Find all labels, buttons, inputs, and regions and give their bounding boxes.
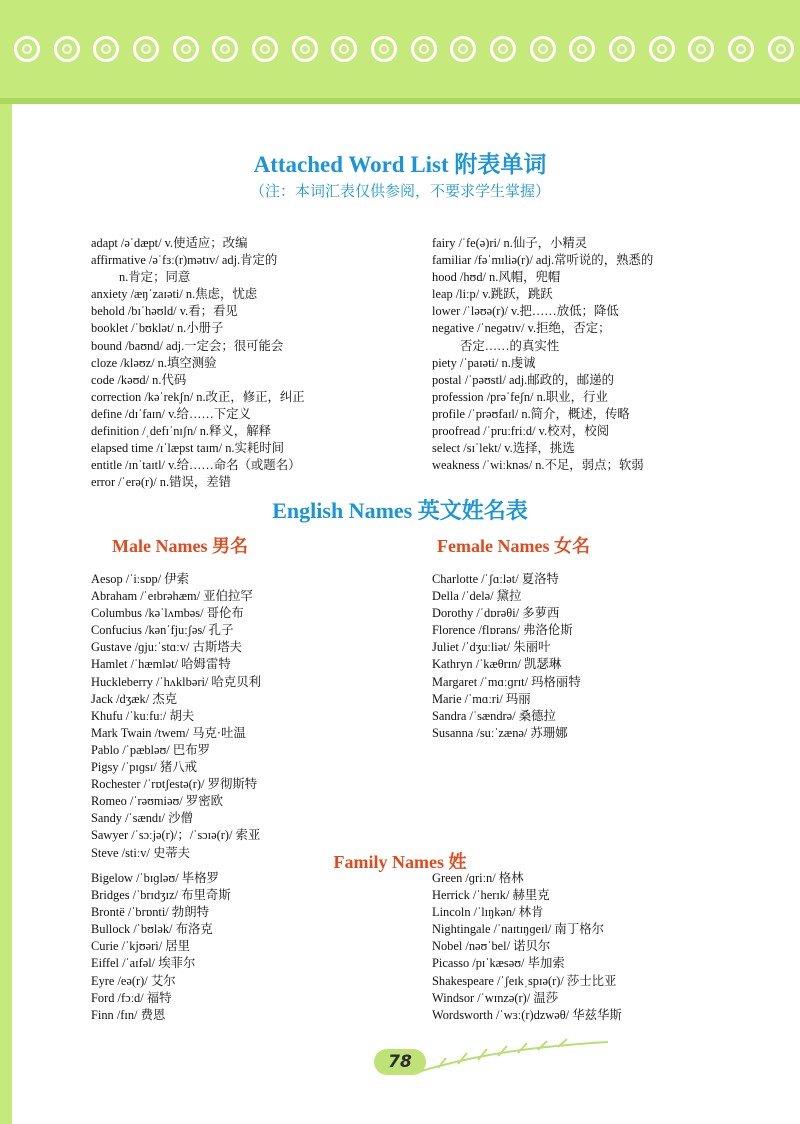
list-item: Curie /ˈkjʊəri/ 居里	[91, 939, 191, 954]
female-names-heading: Female Names 女名	[437, 536, 590, 556]
list-item: entitle /ɪnˈtaɪtl/ v.给……命名（或题名）	[91, 458, 301, 473]
list-item: Marie /ˈmɑːri/ 玛丽	[432, 691, 531, 706]
header-band-edge	[0, 98, 800, 104]
list-item: code /kəʊd/ n.代码	[91, 372, 187, 387]
list-item: Juliet /ˈdʒuːliət/ 朱丽叶	[432, 640, 551, 655]
ring-icon	[490, 36, 516, 62]
ring-icon	[292, 36, 318, 62]
family-names-heading: Family Names 姓	[333, 852, 467, 872]
list-item: anxiety /æŋˈzaɪəti/ n.焦虑，忧虑	[91, 287, 258, 302]
list-item: select /sɪˈlekt/ v.选择，挑选	[432, 441, 575, 456]
list-item: define /dɪˈfaɪn/ v.给……下定义	[91, 406, 251, 421]
list-item: Ford /fɔːd/ 福特	[91, 990, 172, 1005]
binder-rings	[14, 36, 794, 70]
list-item: Sandy /ˈsændɪ/ 沙僧	[91, 811, 193, 826]
ring-icon	[54, 36, 80, 62]
left-margin-strip	[0, 104, 12, 1124]
list-item: fairy /ˈfe(ə)ri/ n.仙子，小精灵	[432, 236, 588, 250]
ring-icon	[93, 36, 119, 62]
list-item: Nobel /nəʊˈbel/ 诺贝尔	[432, 939, 551, 954]
list-item: Charlotte /ˈʃɑːlət/ 夏洛特	[432, 572, 559, 586]
ring-icon	[331, 36, 357, 62]
ring-icon	[411, 36, 437, 62]
list-item: Mark Twain /twem/ 马克·吐温	[91, 725, 246, 740]
list-item: Della /ˈdelə/ 黛拉	[432, 589, 522, 604]
list-item: Jack /dʒæk/ 杰克	[91, 691, 178, 706]
page-title: Attached Word List 附表单词	[253, 152, 547, 177]
list-item: Pigsy /ˈpɪɡsɪ/ 猪八戒	[91, 760, 198, 775]
list-item: Steve /stiːv/ 史蒂夫	[91, 845, 191, 860]
ring-icon	[212, 36, 238, 62]
list-item: Kathryn /ˈkæθrɪn/ 凯瑟琳	[432, 657, 562, 672]
list-item: Hamlet /ˈhæmlət/ 哈姆雷特	[91, 657, 231, 672]
list-item: Margaret /ˈmɑːɡrɪt/ 玛格丽特	[432, 674, 581, 689]
list-item: negative /ˈneɡətɪv/ v.拒绝，否定；	[432, 321, 611, 336]
list-item: Nightingale /ˈnaɪtɪŋɡeɪl/ 南丁格尔	[432, 922, 604, 937]
list-item: Herrick /ˈherɪk/ 赫里克	[432, 888, 550, 903]
family-names-right-column	[432, 870, 752, 1024]
list-item: elapsed time /ɪˈlæpst taɪm/ n.实耗时间	[91, 441, 285, 456]
page-note: （注：本词汇表仅供参阅，不要求学生掌握）	[249, 182, 550, 200]
list-item: Gustave /ɡjuːˈstɑːv/ 古斯塔夫	[91, 640, 243, 655]
list-item: Huckleberry /ˈhʌklbəri/ 哈克贝利	[91, 674, 261, 689]
family-names-left-column	[91, 870, 411, 1024]
list-item: Eyre /eə(r)/ 艾尔	[91, 973, 176, 988]
list-item: affirmative /əˈfɜː(r)mətɪv/ adj.肯定的	[91, 253, 278, 268]
list-item: correction /kəˈrekʃn/ n.改正，修正，纠正	[91, 389, 305, 404]
list-item: Lincoln /ˈlɪŋkən/ 林肯	[432, 905, 544, 920]
list-item: Khufu /ˈkuːfuː/ 胡夫	[91, 708, 195, 723]
list-item: booklet /ˈbʊklət/ n.小册子	[91, 321, 224, 336]
list-item: Picasso /pɪˈkæsəʊ/ 毕加索	[432, 956, 565, 971]
ring-icon	[14, 36, 40, 62]
list-item: 否定……的真实性	[460, 338, 560, 353]
list-item: Dorothy /ˈdɒrəθi/ 多萝西	[432, 606, 560, 621]
list-item: Susanna /suːˈzænə/ 苏珊娜	[432, 725, 568, 740]
list-item: familiar /fəˈmɪliə(r)/ adj.常听说的，熟悉的	[432, 253, 654, 268]
list-item: Sawyer /ˈsɔːjə(r)/；/ˈsɔɪə(r)/ 索亚	[91, 828, 261, 843]
ring-icon	[688, 36, 714, 62]
list-item: bound /baʊnd/ adj.一定会；很可能会	[91, 338, 284, 353]
ring-icon	[450, 36, 476, 62]
list-item: Pablo /ˈpæbləʊ/ 巴布罗	[91, 742, 210, 757]
list-item: Abraham /ˈeɪbrəhæm/ 亚伯拉罕	[91, 589, 253, 604]
list-item: Shakespeare /ˈʃeɪkˌspɪə(r)/ 莎士比亚	[432, 973, 617, 988]
list-item: lower /ˈləʊə(r)/ v.把……放低；降低	[432, 304, 619, 319]
list-item: proofread /ˈpruːfriːd/ v.校对，校阅	[432, 424, 610, 439]
list-item: Green /ɡriːn/ 格林	[432, 871, 524, 885]
list-item: adapt /əˈdæpt/ v.使适应；改编	[91, 236, 248, 250]
list-item: Windsor /ˈwɪnzə(r)/ 温莎	[432, 990, 559, 1005]
word-list-right-column	[432, 235, 772, 474]
ring-icon	[649, 36, 675, 62]
list-item: definition /ˌdefɪˈnɪʃn/ n.释义，解释	[91, 424, 271, 439]
list-item: Bigelow /ˈbɪɡləʊ/ 毕格罗	[91, 871, 219, 885]
ring-icon	[530, 36, 556, 62]
male-names-list	[91, 571, 411, 862]
list-item: Bridges /ˈbrɪdʒɪz/ 布里奇斯	[91, 888, 231, 903]
list-item: piety /ˈpaɪəti/ n.虔诚	[432, 355, 536, 370]
list-item: Finn /fɪn/ 费恩	[91, 1007, 166, 1022]
list-item: Columbus /kəˈlʌmbəs/ 哥伦布	[91, 606, 244, 621]
list-item: Eiffel /ˈaɪfəl/ 埃菲尔	[91, 956, 196, 971]
word-list-left-column	[91, 235, 411, 491]
list-item: weakness /ˈwiːknəs/ n.不足，弱点；软弱	[432, 458, 644, 473]
list-item: error /ˈerə(r)/ n.错误，差错	[91, 475, 232, 490]
ring-icon	[173, 36, 199, 62]
ring-icon	[252, 36, 278, 62]
list-item: behold /bɪˈhəʊld/ v.看；看见	[91, 304, 238, 319]
list-item: Romeo /ˈrəʊmiəʊ/ 罗密欧	[91, 794, 223, 809]
header-band	[0, 0, 800, 104]
list-item: n.肯定；同意	[119, 270, 191, 285]
list-item: Wordsworth /ˈwɜː(r)dzwəθ/ 华兹华斯	[432, 1007, 622, 1022]
list-item: hood /hʊd/ n.风帽，兜帽	[432, 270, 561, 285]
english-names-heading: English Names 英文姓名表	[272, 498, 528, 523]
list-item: cloze /kləʊz/ n.填空测验	[91, 355, 217, 370]
list-item: Aesop /ˈiːsɒp/ 伊索	[91, 572, 190, 586]
ring-icon	[609, 36, 635, 62]
page-number: 78	[374, 1049, 426, 1075]
leaf-decoration-icon	[418, 1038, 618, 1078]
list-item: Bullock /ˈbʊlək/ 布洛克	[91, 922, 213, 937]
list-item: leap /liːp/ v.跳跃，跳跃	[432, 287, 553, 302]
list-item: Brontë /ˈbrɒnti/ 勃朗特	[91, 905, 209, 920]
list-item: Sandra /ˈsændrə/ 桑德拉	[432, 708, 556, 723]
list-item: Rochester /ˈrɒtʃestə(r)/ 罗彻斯特	[91, 777, 258, 792]
list-item: profile /ˈprəʊfaɪl/ n.简介，概述，传略	[432, 406, 630, 421]
ring-icon	[569, 36, 595, 62]
list-item: Confucius /kənˈfjuːʃəs/ 孔子	[91, 623, 234, 638]
ring-icon	[728, 36, 754, 62]
list-item: Florence /flɒrəns/ 弗洛伦斯	[432, 623, 573, 638]
ring-icon	[371, 36, 397, 62]
ring-icon	[133, 36, 159, 62]
ring-icon	[768, 36, 794, 62]
female-names-list	[432, 571, 752, 742]
male-names-heading: Male Names 男名	[112, 536, 248, 556]
list-item: profession /prəˈfeʃn/ n.职业，行业	[432, 389, 608, 404]
list-item: postal /ˈpəʊstl/ adj.邮政的，邮递的	[432, 372, 614, 387]
